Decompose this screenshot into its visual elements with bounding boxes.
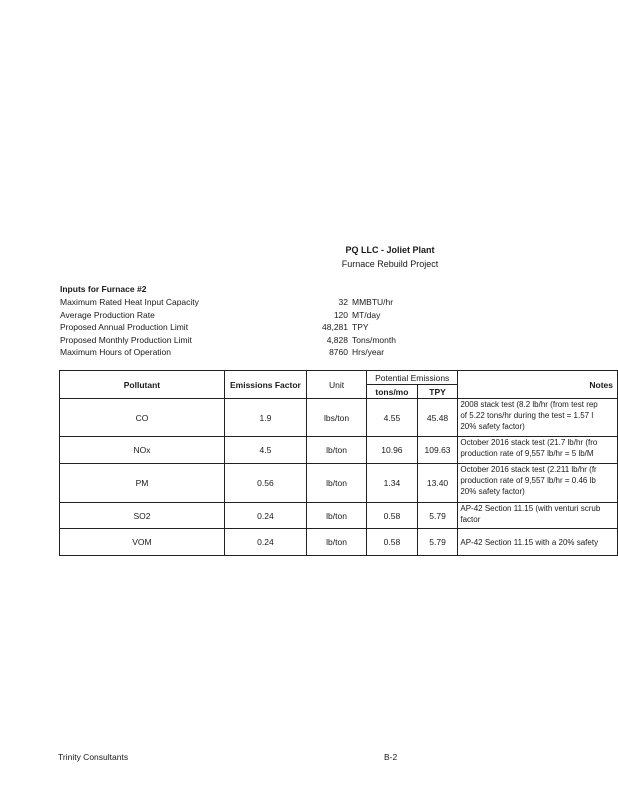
- cell-tons-mo: 10.96: [367, 437, 418, 464]
- inputs-heading: Inputs for Furnace #2: [60, 284, 147, 294]
- input-label: Average Production Rate: [60, 309, 155, 320]
- input-unit: MMBTU/hr: [352, 297, 394, 307]
- note-line: AP-42 Section 11.15 with a 20% safety: [460, 537, 599, 547]
- cell-pollutant: PM: [60, 464, 225, 503]
- header-emissions-factor: Emissions Factor: [224, 371, 306, 399]
- header-notes: Notes: [458, 371, 618, 399]
- cell-tons-mo: 4.55: [367, 399, 418, 437]
- note-line: October 2016 stack test (2.211 lb/hr (fr: [460, 465, 597, 474]
- cell-factor: 0.56: [224, 464, 306, 503]
- cell-tpy: 5.79: [417, 529, 458, 556]
- table-row: [60, 399, 618, 437]
- footer-page-number: B-2: [384, 752, 398, 762]
- cell-notes: [458, 503, 618, 529]
- input-row: [60, 335, 400, 348]
- note-line: factor: [460, 515, 481, 524]
- note-line: October 2016 stack test (21.7 lb/hr (fro: [460, 438, 598, 447]
- note-line: 20% safety factor): [460, 487, 525, 496]
- cell-notes: [458, 529, 618, 556]
- note-line: of 5.22 tons/hr during the test = 1.57 l: [460, 411, 594, 420]
- cell-tons-mo: 0.58: [367, 529, 418, 556]
- input-row: [60, 297, 400, 310]
- emissions-table: [59, 370, 618, 556]
- input-label: Proposed Annual Production Limit: [60, 322, 189, 332]
- cell-unit: lbs/ton: [306, 399, 366, 437]
- input-unit: MT/day: [352, 309, 381, 320]
- cell-unit: lb/ton: [306, 464, 366, 503]
- input-unit: Tons/month: [352, 334, 396, 345]
- cell-tpy: 13.40: [417, 464, 458, 503]
- cell-unit: lb/ton: [306, 529, 366, 556]
- cell-tpy: 109.63: [417, 437, 458, 464]
- cell-pollutant: VOM: [60, 529, 225, 556]
- cell-factor: 0.24: [224, 529, 306, 556]
- cell-pollutant: CO: [60, 399, 225, 437]
- cell-tpy: 5.79: [417, 503, 458, 529]
- input-row: [60, 310, 400, 323]
- header-unit: Unit: [306, 371, 366, 399]
- cell-factor: 1.9: [224, 399, 306, 437]
- input-label: Proposed Monthly Production Limit: [60, 334, 192, 345]
- cell-unit: lb/ton: [306, 503, 366, 529]
- input-value: 8760: [329, 347, 348, 357]
- page-title: PQ LLC - Joliet Plant: [345, 245, 435, 255]
- note-line: 20% safety factor): [460, 422, 525, 431]
- header-pollutant: Pollutant: [60, 371, 225, 399]
- input-value: 32: [338, 297, 348, 307]
- header-tons-mo: tons/mo: [367, 385, 418, 399]
- footer-company: Trinity Consultants: [58, 752, 129, 762]
- cell-factor: 4.5: [224, 437, 306, 464]
- input-row: [60, 322, 400, 335]
- cell-notes: [458, 464, 618, 503]
- cell-tons-mo: 0.58: [367, 503, 418, 529]
- cell-pollutant: NOx: [60, 437, 225, 464]
- input-value: 120: [333, 309, 348, 320]
- page-subtitle: Furnace Rebuild Project: [341, 259, 439, 269]
- cell-tpy: 45.48: [417, 399, 458, 437]
- input-row: [60, 347, 400, 360]
- note-line: production rate of 9,557 lb/hr = 0.46 lb: [460, 476, 596, 485]
- note-line: AP-42 Section 11.15 (with venturi scrub: [460, 504, 601, 513]
- cell-unit: lb/ton: [306, 437, 366, 464]
- cell-tons-mo: 1.34: [367, 464, 418, 503]
- cell-notes: [458, 399, 618, 437]
- inputs-section: [60, 284, 400, 360]
- input-value: 48,281: [322, 322, 348, 332]
- table-row: [60, 529, 618, 556]
- header-potential-emissions: Potential Emissions: [367, 371, 458, 385]
- header-tpy: TPY: [417, 385, 458, 399]
- cell-factor: 0.24: [224, 503, 306, 529]
- input-label: Maximum Rated Heat Input Capacity: [60, 297, 199, 307]
- input-label: Maximum Hours of Operation: [60, 347, 172, 357]
- note-line: production rate of 9,557 lb/hr = 5 lb/M: [460, 449, 594, 458]
- input-unit: TPY: [352, 322, 369, 332]
- input-unit: Hrs/year: [352, 347, 385, 357]
- cell-pollutant: SO2: [60, 503, 225, 529]
- table-row: [60, 503, 618, 529]
- table-row: [60, 464, 618, 503]
- table-row: [60, 437, 618, 464]
- input-value: 4,828: [326, 334, 348, 345]
- note-line: 2008 stack test (8.2 lb/hr (from test rep: [460, 400, 598, 409]
- cell-notes: [458, 437, 618, 464]
